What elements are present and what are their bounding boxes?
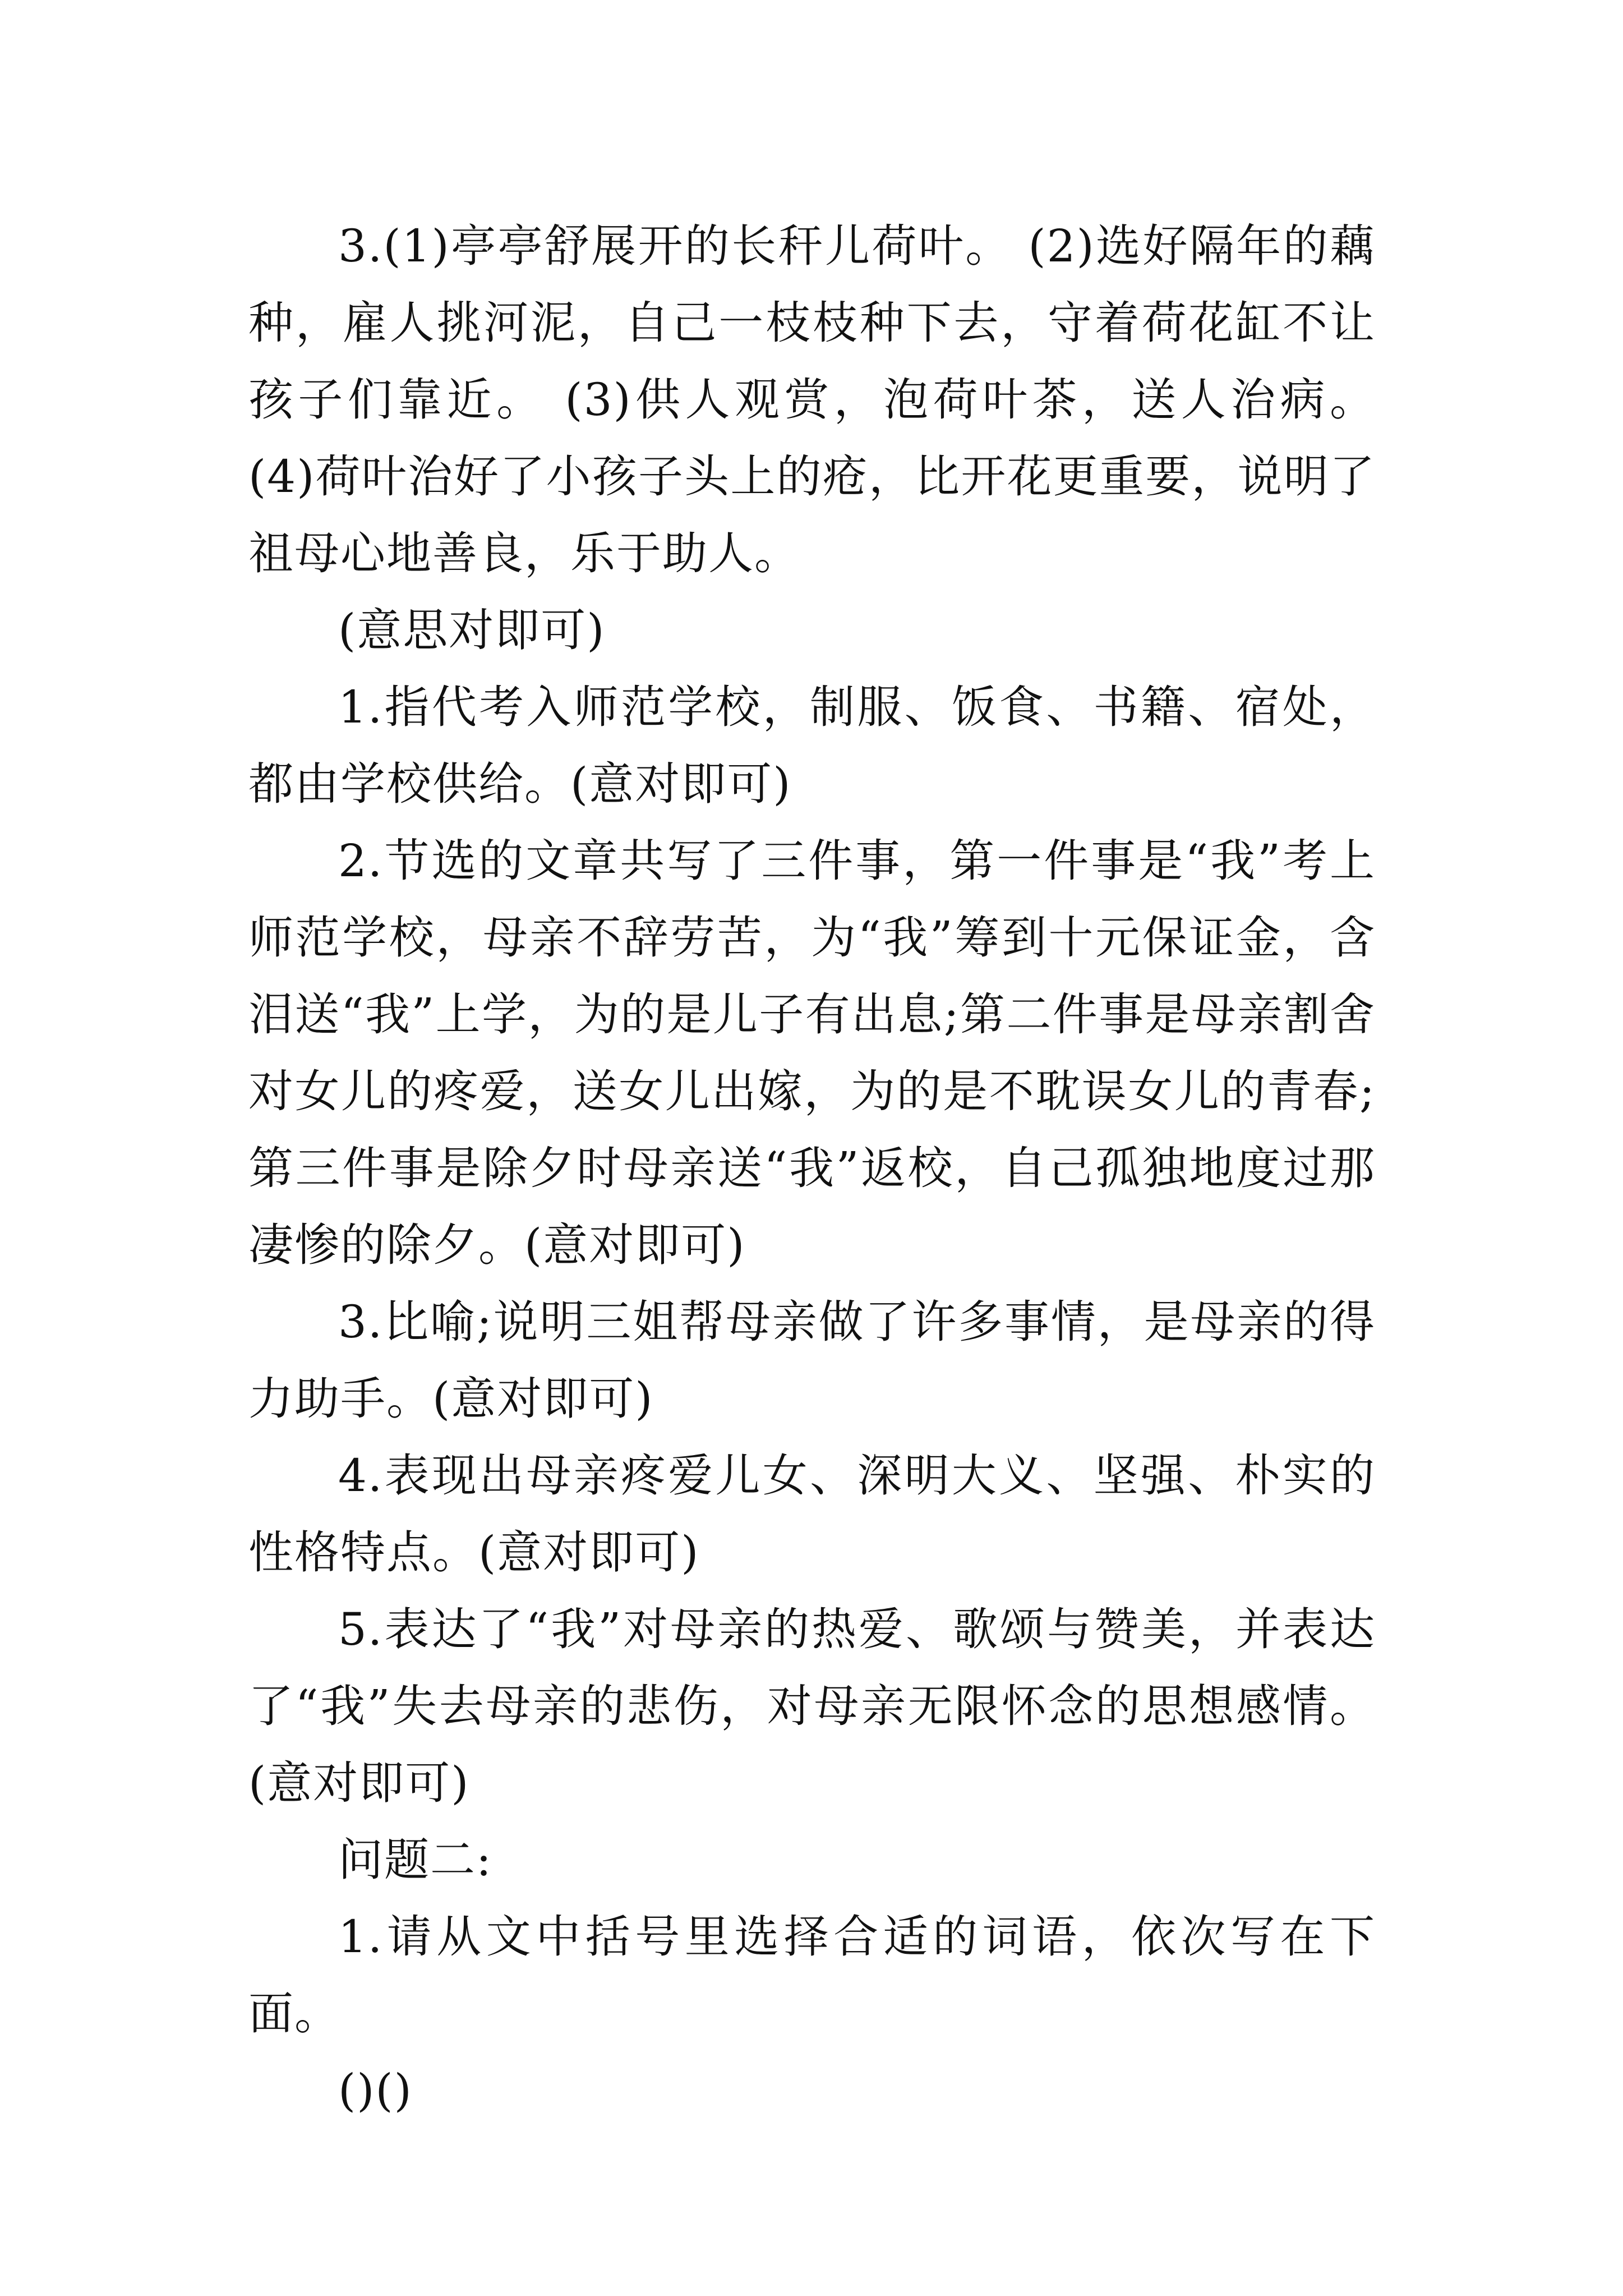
question-1: 1.请从文中括号里选择合适的词语，依次写在下面。: [248, 1911, 1376, 2040]
answer-paragraph-1: 1.指代考入师范学校，制服、饭食、书籍、宿处，都由学校供给。(意对即可): [248, 681, 1376, 810]
answer-blanks: ()(): [338, 2064, 413, 2116]
section-heading: 问题二:: [338, 1834, 492, 1886]
answer-paragraph-5: 5.表达了“我”对母亲的热爱、歌颂与赞美，并表达了“我”失去母亲的悲伤，对母亲无限怀念的思想感情。(意对即可): [248, 1603, 1376, 1809]
answer-note: (意思对即可): [338, 604, 606, 656]
document-body: [248, 208, 1376, 2129]
answer-paragraph-3: 3.(1)亭亭舒展开的长秆儿荷叶。 (2)选好隔年的藕种，雇人挑河泥，自己一枝枝种下去，守着荷花缸不让孩子们靠近。 (3)供人观赏，泡荷叶茶，送人治病。 (4)荷叶治好了小孩子头上的疮，比开花更重要，说明了祖母心地善良，乐于助人。: [248, 220, 1376, 579]
answer-paragraph-4: 4.表现出母亲疼爱儿女、深明大义、坚强、朴实的性格特点。(意对即可): [248, 1450, 1376, 1579]
answer-paragraph-3b: 3.比喻;说明三姐帮母亲做了许多事情，是母亲的得力助手。(意对即可): [248, 1296, 1376, 1425]
answer-paragraph-2: 2.节选的文章共写了三件事，第一件事是“我”考上师范学校，母亲不辞劳苦，为“我”筹到十元保证金，含泪送“我”上学，为的是儿子有出息;第二件事是母亲割舍对女儿的疼爱，送女儿出嫁，为的是不耽误女儿的青春;第三件事是除夕时母亲送“我”返校，自己孤独地度过那凄惨的除夕。(意对即可): [248, 835, 1376, 1271]
